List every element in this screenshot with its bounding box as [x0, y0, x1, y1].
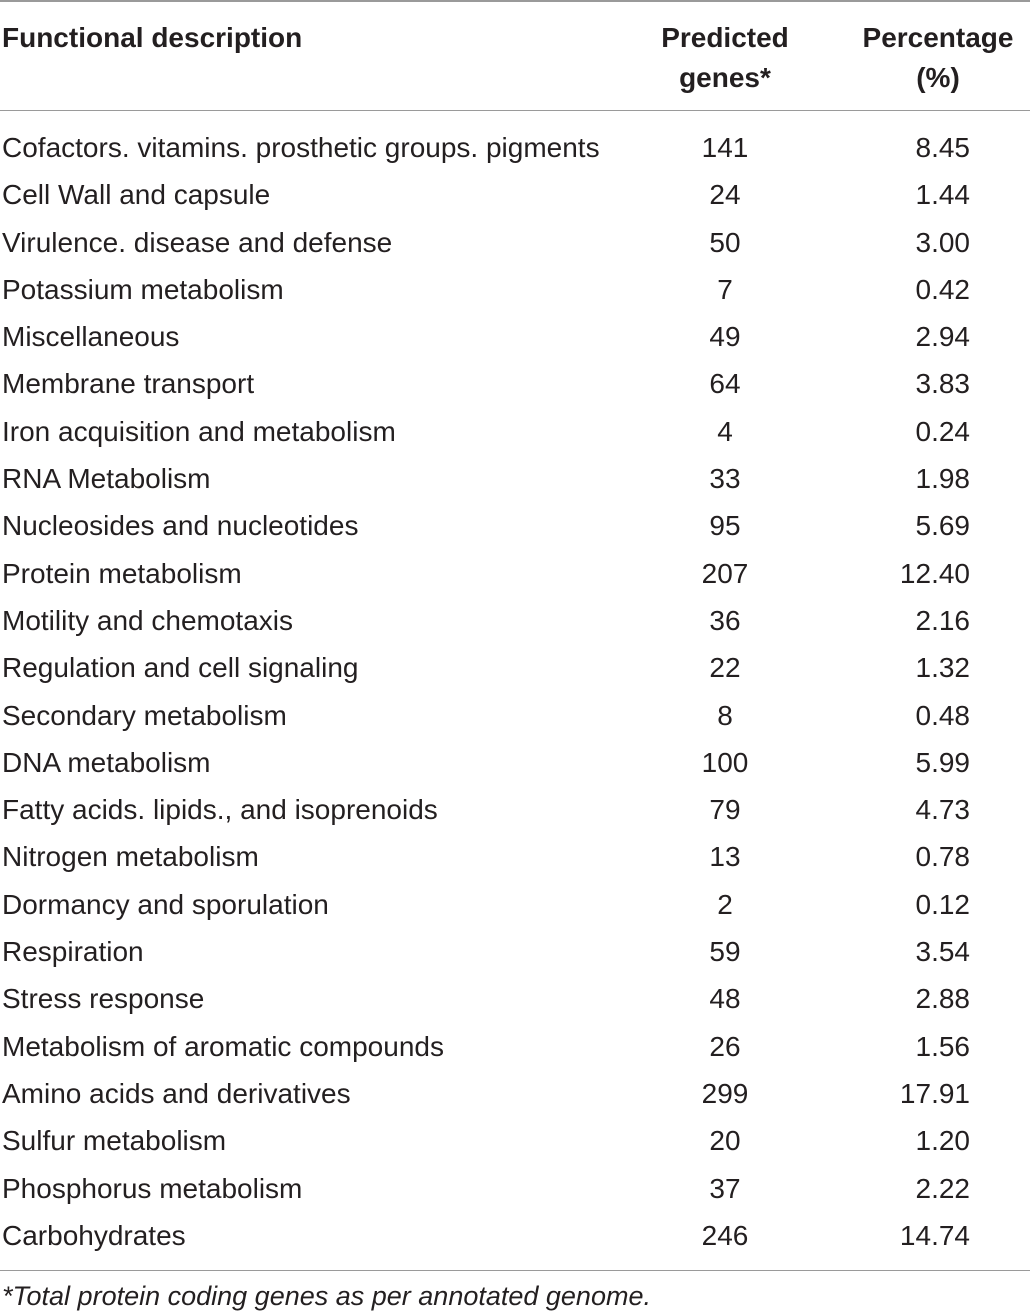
- table-row: [0, 550, 1030, 597]
- header-predicted-genes: [640, 18, 810, 98]
- cell-functional-description: RNA Metabolism: [2, 463, 211, 495]
- cell-functional-description: Potassium metabolism: [2, 273, 284, 305]
- cell-predicted-genes: 2: [717, 888, 733, 920]
- cell-functional-description: Iron acquisition and metabolism: [2, 415, 396, 447]
- cell-predicted-genes: 20: [709, 1125, 741, 1157]
- table-row: [0, 1023, 1030, 1070]
- cell-functional-description: Dormancy and sporulation: [2, 888, 329, 920]
- cell-percentage: 1.98: [915, 463, 970, 495]
- cell-predicted-genes: 26: [709, 1030, 741, 1062]
- cell-functional-description: Metabolism of aromatic compounds: [2, 1030, 444, 1062]
- table-row: [0, 786, 1030, 833]
- table-row: [0, 1070, 1030, 1117]
- cell-predicted-genes: 95: [709, 510, 741, 542]
- cell-predicted-genes: 207: [701, 557, 749, 589]
- table-header: [0, 14, 1030, 110]
- table-row: [0, 502, 1030, 549]
- cell-functional-description: Cofactors. vitamins. prosthetic groups. pigments: [2, 132, 600, 163]
- cell-predicted-genes: 299: [701, 1077, 749, 1109]
- cell-functional-description: Secondary metabolism: [2, 699, 287, 731]
- table-row: [0, 266, 1030, 313]
- table-row: [0, 124, 1030, 171]
- cell-percentage: 2.16: [915, 604, 970, 636]
- cell-functional-description: Miscellaneous: [2, 321, 180, 353]
- table-row: [0, 739, 1030, 786]
- cell-functional-description: Regulation and cell signaling: [2, 652, 359, 684]
- cell-predicted-genes: 49: [709, 321, 741, 353]
- cell-functional-description: Carbohydrates: [2, 1219, 186, 1251]
- cell-predicted-genes: 246: [701, 1219, 749, 1251]
- table-row: [0, 833, 1030, 880]
- cell-percentage: 2.94: [915, 321, 970, 353]
- cell-percentage: 0.48: [915, 699, 970, 731]
- cell-functional-description: Nitrogen metabolism: [2, 841, 259, 873]
- table-row: [0, 313, 1030, 360]
- cell-functional-description: Amino acids and derivatives: [2, 1077, 351, 1109]
- header-percentage-line1: Percentage: [862, 22, 1014, 53]
- cell-percentage: 2.22: [915, 1172, 970, 1204]
- cell-percentage: 5.99: [915, 746, 970, 778]
- cell-predicted-genes: 37: [709, 1172, 741, 1204]
- header-percentage: [848, 18, 1028, 98]
- cell-percentage: 3.54: [915, 936, 970, 968]
- header-percentage-line2: (%): [916, 62, 960, 93]
- cell-predicted-genes: 22: [709, 652, 741, 684]
- table-row: [0, 408, 1030, 455]
- table-header-rule: [0, 110, 1030, 111]
- cell-percentage: 14.74: [899, 1219, 970, 1251]
- cell-percentage: 1.32: [915, 652, 970, 684]
- cell-predicted-genes: 141: [701, 132, 749, 163]
- table-row: [0, 1165, 1030, 1212]
- table-row: [0, 171, 1030, 218]
- table-row: [0, 1117, 1030, 1164]
- cell-percentage: 1.20: [915, 1125, 970, 1157]
- cell-percentage: 8.45: [915, 132, 970, 163]
- cell-predicted-genes: 13: [709, 841, 741, 873]
- cell-functional-description: Fatty acids. lipids., and isoprenoids: [2, 794, 438, 826]
- cell-functional-description: Cell Wall and capsule: [2, 179, 271, 211]
- cell-percentage: 0.24: [915, 415, 970, 447]
- cell-percentage: 2.88: [915, 983, 970, 1015]
- table-body: [0, 124, 1030, 1259]
- cell-functional-description: DNA metabolism: [2, 746, 211, 778]
- cell-predicted-genes: 79: [709, 794, 741, 826]
- table-row: [0, 219, 1030, 266]
- cell-predicted-genes: 50: [709, 226, 741, 258]
- header-predicted-genes-line1: Predicted: [661, 22, 789, 53]
- cell-predicted-genes: 7: [717, 273, 733, 305]
- cell-percentage: 0.42: [915, 273, 970, 305]
- cell-percentage: 17.91: [899, 1077, 970, 1109]
- cell-percentage: 1.44: [915, 179, 970, 211]
- cell-functional-description: Stress response: [2, 983, 205, 1015]
- table-row: [0, 455, 1030, 502]
- cell-functional-description: Virulence. disease and defense: [2, 226, 393, 258]
- cell-predicted-genes: 36: [709, 604, 741, 636]
- cell-percentage: 3.00: [915, 226, 970, 258]
- cell-functional-description: Nucleosides and nucleotides: [2, 510, 359, 542]
- table-row: [0, 881, 1030, 928]
- cell-functional-description: Membrane transport: [2, 368, 255, 400]
- cell-functional-description: Phosphorus metabolism: [2, 1172, 303, 1204]
- cell-percentage: 5.69: [915, 510, 970, 542]
- cell-predicted-genes: 33: [709, 463, 741, 495]
- table-footnote: *Total protein coding genes as per annotated genome.: [2, 1281, 651, 1311]
- header-predicted-genes-line2: genes*: [679, 62, 771, 93]
- table-row: [0, 360, 1030, 407]
- cell-functional-description: Protein metabolism: [2, 557, 242, 589]
- header-functional-description: Functional description: [2, 22, 303, 53]
- cell-percentage: 1.56: [915, 1030, 970, 1062]
- cell-functional-description: Motility and chemotaxis: [2, 604, 294, 636]
- cell-predicted-genes: 24: [709, 179, 741, 211]
- cell-predicted-genes: 8: [717, 699, 733, 731]
- cell-percentage: 0.12: [915, 888, 970, 920]
- table-row: [0, 975, 1030, 1022]
- cell-percentage: 4.73: [915, 794, 970, 826]
- cell-percentage: 0.78: [915, 841, 970, 873]
- cell-functional-description: Sulfur metabolism: [2, 1125, 227, 1157]
- cell-percentage: 12.40: [899, 557, 970, 589]
- cell-predicted-genes: 48: [709, 983, 741, 1015]
- cell-percentage: 3.83: [915, 368, 970, 400]
- table-row: [0, 928, 1030, 975]
- table-bottom-rule: [0, 1270, 1030, 1271]
- cell-predicted-genes: 64: [709, 368, 741, 400]
- cell-predicted-genes: 59: [709, 936, 741, 968]
- cell-predicted-genes: 4: [717, 415, 733, 447]
- table-row: [0, 644, 1030, 691]
- cell-functional-description: Respiration: [2, 936, 144, 968]
- cell-predicted-genes: 100: [701, 746, 749, 778]
- table-row: [0, 1212, 1030, 1259]
- table-top-rule: [0, 0, 1030, 2]
- table-row: [0, 597, 1030, 644]
- table-row: [0, 692, 1030, 739]
